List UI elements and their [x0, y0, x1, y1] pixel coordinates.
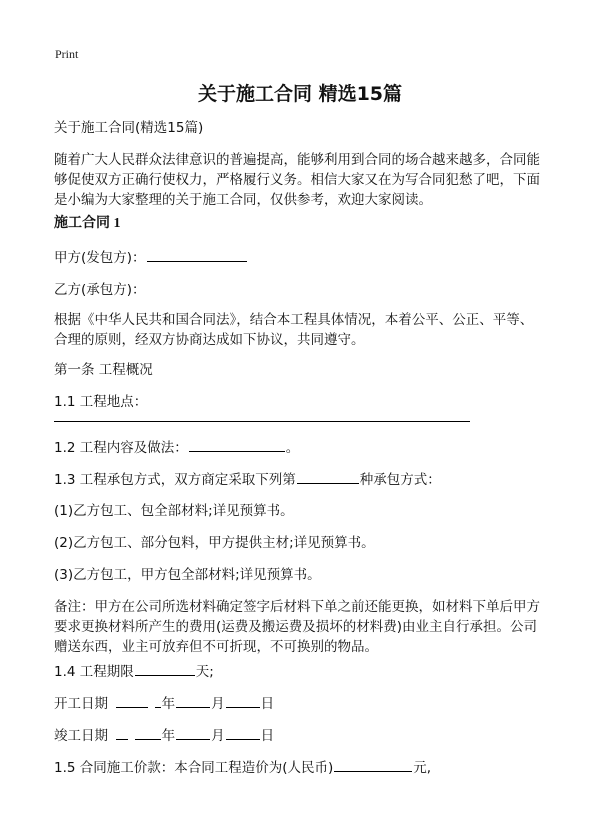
note-paragraph [54, 597, 550, 657]
end-date-label: 竣工日期 [54, 728, 108, 744]
start-date-label: 开工日期 [54, 696, 108, 712]
item-1-3-label: 1.3 工程承包方式，双方商定采取下列第 [54, 472, 296, 488]
document-subtitle: 关于施工合同(精选15篇) [54, 120, 204, 136]
day-label: 日 [260, 696, 275, 712]
article-heading: 第一条 工程概况 [54, 362, 153, 378]
end-year-blank [116, 725, 128, 740]
duration-blank [135, 661, 195, 676]
item-1-2-blank [189, 437, 285, 452]
item-1-2-line [54, 437, 299, 458]
document-title: 关于施工合同 精选15篇 [197, 83, 403, 105]
start-year-blank-2 [155, 693, 161, 708]
year-label: 年 [161, 696, 176, 712]
item-1-3-line [54, 469, 441, 490]
item-1-5-label: 1.5 合同施工价款：本合同工程造价为(人民币) [54, 760, 334, 776]
item-1-3-suffix: 种承包方式： [359, 472, 441, 488]
start-date-line [54, 693, 274, 714]
party-a-blank [147, 247, 247, 262]
start-day-blank [226, 693, 260, 708]
note-line: 备注：甲方在公司所选材料确定签字后材料下单之前还能更换，如材料下单后甲方 [54, 599, 540, 615]
basis-paragraph [54, 310, 550, 350]
party-b-label: 乙方(承包方)： [54, 282, 146, 298]
option-1: (1)乙方包工、包全部材料;详见预算书。 [54, 503, 294, 519]
end-date-line [54, 725, 274, 746]
item-1-1-label: 1.1 工程地点： [54, 394, 148, 410]
item-1-4-line [54, 661, 214, 682]
start-month-blank [176, 693, 210, 708]
day-label: 日 [260, 728, 275, 744]
end-year-blank-2 [135, 725, 161, 740]
item-1-2-label: 1.2 工程内容及做法： [54, 440, 188, 456]
option-3: (3)乙方包工，甲方包全部材料;详见预算书。 [54, 567, 321, 583]
party-a-line [54, 247, 248, 268]
basis-line: 根据《中华人民共和国合同法》，结合本工程具体情况，本着公平、公正、平等、 [54, 312, 534, 328]
item-1-4-label: 1.4 工程期限 [54, 664, 134, 680]
end-day-blank [226, 725, 260, 740]
intro-line: 够促使双方正确行使权力，严格履行义务。相信大家又在为写合同犯愁了吧，下面 [54, 172, 540, 188]
basis-line: 合理的原则，经双方协商达成如下协议，共同遵守。 [54, 332, 365, 348]
year-label: 年 [161, 728, 176, 744]
party-a-label: 甲方(发包方)： [54, 250, 146, 266]
section-title: 施工合同 1 [54, 216, 121, 231]
month-label: 月 [211, 696, 225, 712]
intro-line: 是小编为大家整理的关于施工合同，仅供参考，欢迎大家阅读。 [54, 192, 432, 208]
item-1-5-line [54, 757, 431, 778]
end-month-blank [176, 725, 210, 740]
print-link[interactable]: Print [55, 47, 79, 61]
duration-unit: 天; [195, 664, 214, 680]
month-label: 月 [211, 728, 225, 744]
price-blank [334, 757, 412, 772]
item-1-3-blank [297, 469, 359, 484]
option-2: (2)乙方包工、部分包料，甲方提供主材;详见预算书。 [54, 535, 375, 551]
price-unit: 元, [413, 760, 432, 776]
intro-paragraph [54, 150, 550, 210]
item-1-2-end: 。 [285, 440, 300, 456]
intro-line: 随着广大人民群众法律意识的普遍提高，能够利用到合同的场合越来越多，合同能 [54, 152, 540, 168]
note-line: 赠送东西，业主可放弃但不可折现，不可换别的物品。 [54, 639, 378, 655]
item-1-1-blank [54, 421, 470, 422]
note-line: 要求更换材料所产生的费用(运费及搬运费及损坏的材料费)由业主自行承担。公司 [54, 619, 538, 635]
start-year-blank [116, 693, 148, 708]
